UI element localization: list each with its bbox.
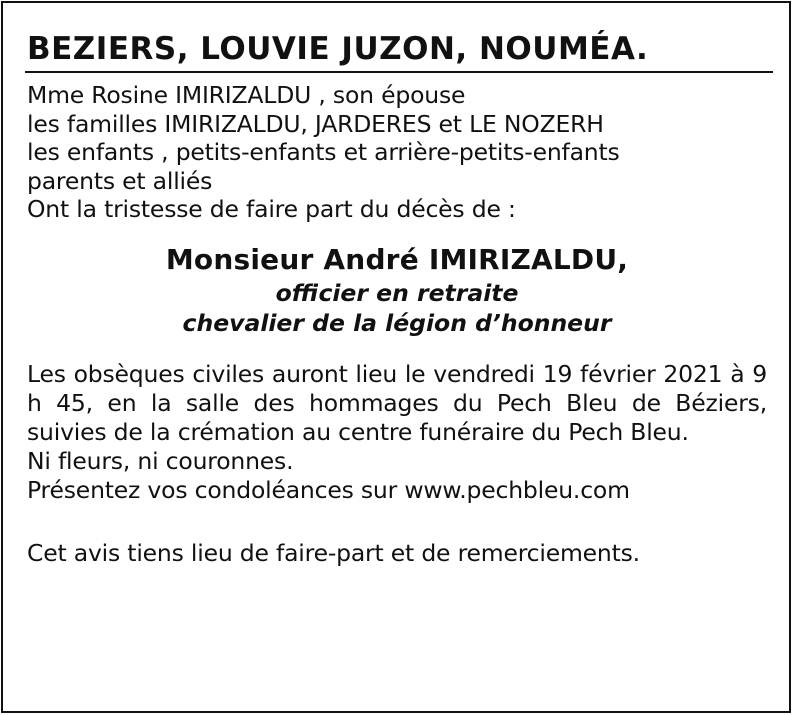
- condolences-line: Présentez vos condoléances sur www.pechbleu.com: [27, 475, 630, 504]
- intro-line: Ont la tristesse de faire part du décès de :: [27, 195, 516, 223]
- funeral-text: Les obsèques civiles auront lieu le vendredi 19 février 2021 à 9 h 45, en la salle des hommages du Pech Bleu de Béziers, suivies de la crémation au centre funéraire du Pech Bleu.: [27, 359, 767, 446]
- flowers-line: Ni fleurs, ni couronnes.: [27, 446, 294, 475]
- intro-line: parents et alliés: [27, 166, 213, 195]
- deceased-block: [27, 242, 767, 338]
- deceased-title: chevalier de la légion d’honneur: [182, 308, 612, 337]
- family-intro: [27, 81, 767, 224]
- funeral-details: [27, 360, 767, 505]
- notice-heading: BEZIERS, LOUVIE JUZON, NOUMÉA.: [27, 31, 649, 67]
- intro-line: les familles IMIRIZALDU, JARDERES et LE NOZERH: [27, 109, 604, 138]
- intro-line: Mme Rosine IMIRIZALDU , son épouse: [27, 81, 466, 109]
- obituary-notice: [1, 1, 791, 713]
- intro-line: les enfants , petits-enfants et arrière-petits-enfants: [27, 138, 620, 166]
- heading-divider: [25, 71, 773, 73]
- deceased-title: officier en retraite: [275, 278, 519, 307]
- closing-line: Cet avis tiens lieu de faire-part et de remerciements.: [27, 538, 640, 567]
- deceased-name: Monsieur André IMIRIZALDU,: [165, 242, 629, 276]
